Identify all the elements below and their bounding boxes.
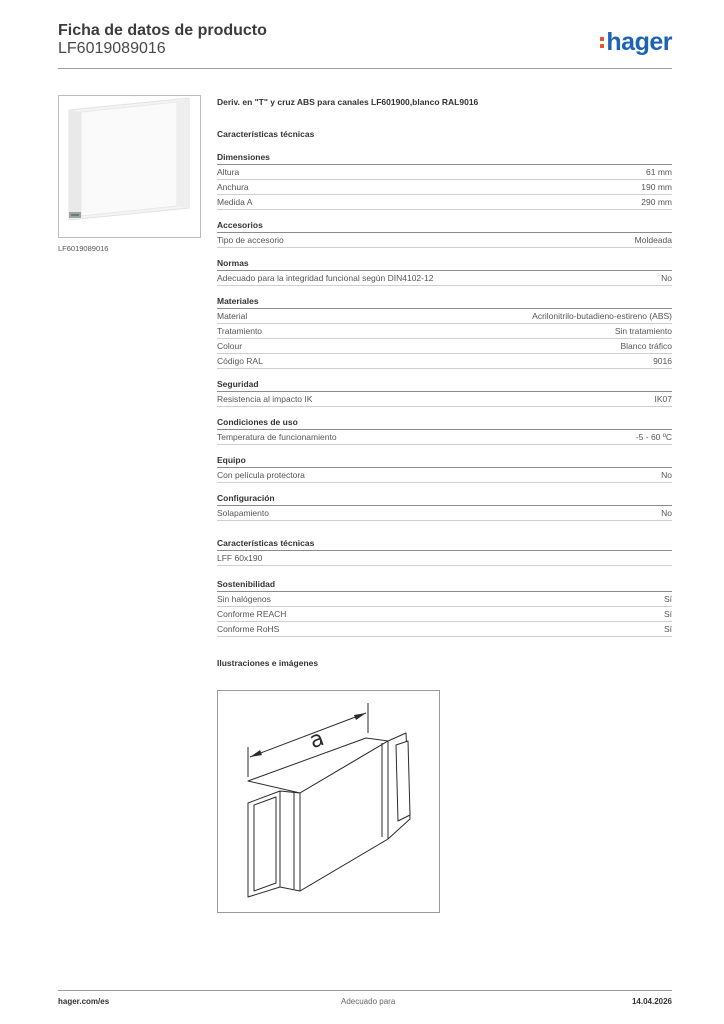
spec-value: No [661, 273, 672, 283]
spec-row [217, 233, 672, 248]
spec-value: Sin tratamiento [614, 326, 672, 336]
spec-label: Conforme REACH [217, 609, 287, 619]
spec-label: Tipo de accesorio [217, 235, 284, 245]
hager-logo [600, 29, 672, 55]
spec-label: Sin halógenos [217, 594, 271, 604]
spec-value: 61 mm [646, 167, 672, 177]
illustrations-heading: Ilustraciones e imágenes [217, 658, 319, 668]
spec-label: Conforme RoHS [217, 624, 280, 634]
product-title: Deriv. en "T" y cruz ABS para canales LF601900,blanco RAL9016 [217, 97, 479, 107]
spec-row [217, 592, 672, 607]
spec-groups-secondary [217, 538, 672, 637]
spec-value: -5 - 60 ºC [635, 432, 672, 442]
spec-group [217, 296, 672, 369]
spec-label: Altura [217, 167, 240, 177]
spec-row [217, 392, 672, 407]
spec-group [217, 579, 672, 637]
spec-row [217, 622, 672, 637]
spec-group [217, 220, 672, 248]
spec-value: 290 mm [641, 197, 672, 207]
spec-group-title: Condiciones de uso [217, 417, 672, 430]
spec-row [217, 271, 672, 286]
spec-group-title: Configuración [217, 493, 672, 506]
product-photo-icon [59, 96, 200, 237]
section-heading: Características técnicas [217, 129, 315, 139]
spec-group-title: Seguridad [217, 379, 672, 392]
spec-row [217, 324, 672, 339]
footer-divider [58, 990, 672, 991]
spec-label: Solapamiento [217, 508, 269, 518]
logo-text: hager [606, 28, 672, 56]
spec-group [217, 493, 672, 521]
footer-note: Adecuado para [341, 997, 396, 1006]
spec-row [217, 180, 672, 195]
spec-row [217, 506, 672, 521]
spec-group [217, 538, 672, 566]
spec-label: Código RAL [217, 356, 263, 366]
footer-website-link[interactable]: hager.com/es [58, 997, 110, 1006]
header-divider [58, 68, 672, 69]
spec-groups [217, 152, 672, 521]
spec-row [217, 468, 672, 483]
product-reference: LF6019089016 [58, 40, 166, 57]
spec-group-title: Materiales [217, 296, 672, 309]
spec-group [217, 152, 672, 210]
spec-label: Medida A [217, 197, 253, 207]
spec-value: Acrilonitrilo-butadieno-estireno (ABS) [532, 311, 672, 321]
thumbnail-caption: LF6019089016 [58, 244, 109, 253]
spec-group-title: Normas [217, 258, 672, 271]
spec-value: IK07 [654, 394, 672, 404]
spec-row [217, 339, 672, 354]
spec-row [217, 309, 672, 324]
spec-label: Tratamiento [217, 326, 263, 336]
spec-row [217, 430, 672, 445]
spec-label: Adecuado para la integridad funcional según DIN4102-12 [217, 273, 434, 283]
spec-value: Sí [663, 609, 672, 619]
footer-date: 14.04.2026 [631, 997, 672, 1006]
spec-label: Temperatura de funcionamiento [217, 432, 337, 442]
spec-label: Anchura [217, 182, 249, 192]
spec-value: No [661, 508, 672, 518]
spec-group [217, 379, 672, 407]
spec-group [217, 417, 672, 445]
specification-panel [217, 97, 672, 668]
dimension-illustration [217, 690, 440, 913]
spec-row [217, 607, 672, 622]
spec-group [217, 455, 672, 483]
t-junction-drawing-icon [218, 691, 439, 912]
spec-value: No [661, 470, 672, 480]
page-title: Ficha de datos de producto [58, 22, 267, 39]
spec-group-title: Características técnicas [217, 538, 672, 551]
spec-value: 9016 [653, 356, 672, 366]
product-thumbnail [58, 95, 201, 238]
spec-value: Blanco tráfico [620, 341, 672, 351]
spec-group-title: Dimensiones [217, 152, 672, 165]
spec-group [217, 258, 672, 286]
spec-row [217, 165, 672, 180]
spec-row [217, 195, 672, 210]
spec-value: Moldeada [634, 235, 672, 245]
spec-label: Colour [217, 341, 243, 351]
spec-label: Con película protectora [217, 470, 305, 480]
spec-label: Resistencia al impacto IK [217, 394, 313, 404]
spec-value: Sí [663, 624, 672, 634]
spec-label: LFF 60x190 [217, 553, 263, 563]
spec-group-title: Sostenibilidad [217, 579, 672, 592]
spec-value: Sí [663, 594, 672, 604]
logo-dots-icon [600, 29, 604, 51]
spec-row [217, 551, 672, 566]
spec-value: 190 mm [641, 182, 672, 192]
page-header [58, 22, 672, 70]
spec-group-title: Equipo [217, 455, 672, 468]
dimension-a-label: a [306, 726, 328, 755]
spec-label: Material [217, 311, 248, 321]
spec-row [217, 354, 672, 369]
spec-group-title: Accesorios [217, 220, 672, 233]
